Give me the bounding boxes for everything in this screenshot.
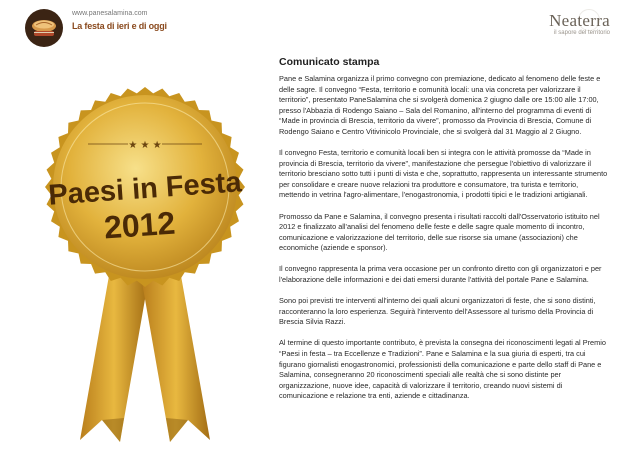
site-url[interactable]: www.panesalamina.com xyxy=(72,10,148,17)
paragraph-1: Pane e Salamina organizza il primo convegno con premiazione, dedicato al fenomeno delle feste e delle sagre. Il convegno “Festa, territorio e comunità locali: una via concreta per valorizzare il territorio”, presentato PaneSalamina che si svolgerà domenica 2 giugno dalle ore 15:00 alle 17:00, presso l'Abbazia di Rodengo Saiano – Sala del Romanino, all'interno del programma di eventi di “Made in provincia di Brescia, territorio da vivere”, promosso da Provincia di Brescia, Comune di Rodengo Saiano e Centro Vitivinicolo Provinciale, che si svolgerà dal 31 Maggio al 2 Giugno. xyxy=(279,74,601,136)
brand-subtitle: il sapore del territorio xyxy=(553,30,610,36)
badge-year: 2012 xyxy=(102,204,177,246)
document-title: Comunicato stampa xyxy=(279,56,380,68)
press-release xyxy=(279,56,609,412)
site-tagline: La festa di ieri e di oggi xyxy=(72,21,167,31)
paragraph-3: Promosso da Pane e Salamina, il convegno presenta i risultati raccolti dall'Osservatorio istituito nel 2012 e finalizzato all'analisi del fenomeno delle feste e delle sagre quale momento di incontro, comunicazione e valorizzazione del territorio, delle sue risorse sia umane (associazioni) che economiche (aziende e sponsor). xyxy=(279,211,600,253)
bread-logo-icon xyxy=(24,8,64,48)
paragraph-6: Al termine di questo importante contributo, è prevista la consegna dei riconoscimenti legati al Premio “Paesi in festa – tra Eccellenze e Tradizioni”. Pane e Salamina e la sua giuria di esperti, tra cui figurano giornalisti enogastronomici, professionisti della comunicazione e parte dello staff di Pane e Salamina, consegneranno 20 riconoscimenti speciali alle realtà che si sono distinte per organizzazione, nuove idee, capacità di valorizzare il territorio, creando nuovi sistemi di comunicazione e relazione tra enti, aziende e cittadinanza. xyxy=(279,338,606,401)
paragraph-2: Il convegno Festa, territorio e comunità locali ben si integra con le attività promosse da “Made in provincia di Brescia, territorio da vivere”, manifestazione che persegue l'obiettivo di valorizzare il territorio bresciano sotto tutti i punti di vista e che, soprattutto, rappresenta un interessante strumento per consolidare e creare nuove relazioni tra produttore e consumatore, tra turista e territorio, mettendo in vetrina l'agro-alimentare, l'enogastronomia, i prodotti tipici e le tradizioni artigianali. xyxy=(279,148,608,200)
badge-title: Paesi in Festa xyxy=(47,166,243,212)
badge-ribbons xyxy=(80,270,210,442)
brand-logo xyxy=(549,12,610,36)
award-badge xyxy=(40,70,250,450)
brand-name: Neaterra xyxy=(549,11,610,30)
badge-stars: ★ ★ ★ xyxy=(128,140,162,151)
paragraph-4: Il convegno rappresenta la prima vera occasione per un confronto diretto con gli organizzatori e per l'elaborazione delle informazioni e dei dati emersi durante l'attività del portale Pane e Salamina. xyxy=(279,264,602,284)
paragraph-5: Sono poi previsti tre interventi all'interno dei quali alcuni organizzatori di feste, che si sono distinti, racconteranno la loro esperienza. Seguirà l'intervento dell'Assessore al turismo della Provincia di Brescia Silvia Razzi. xyxy=(279,296,596,327)
